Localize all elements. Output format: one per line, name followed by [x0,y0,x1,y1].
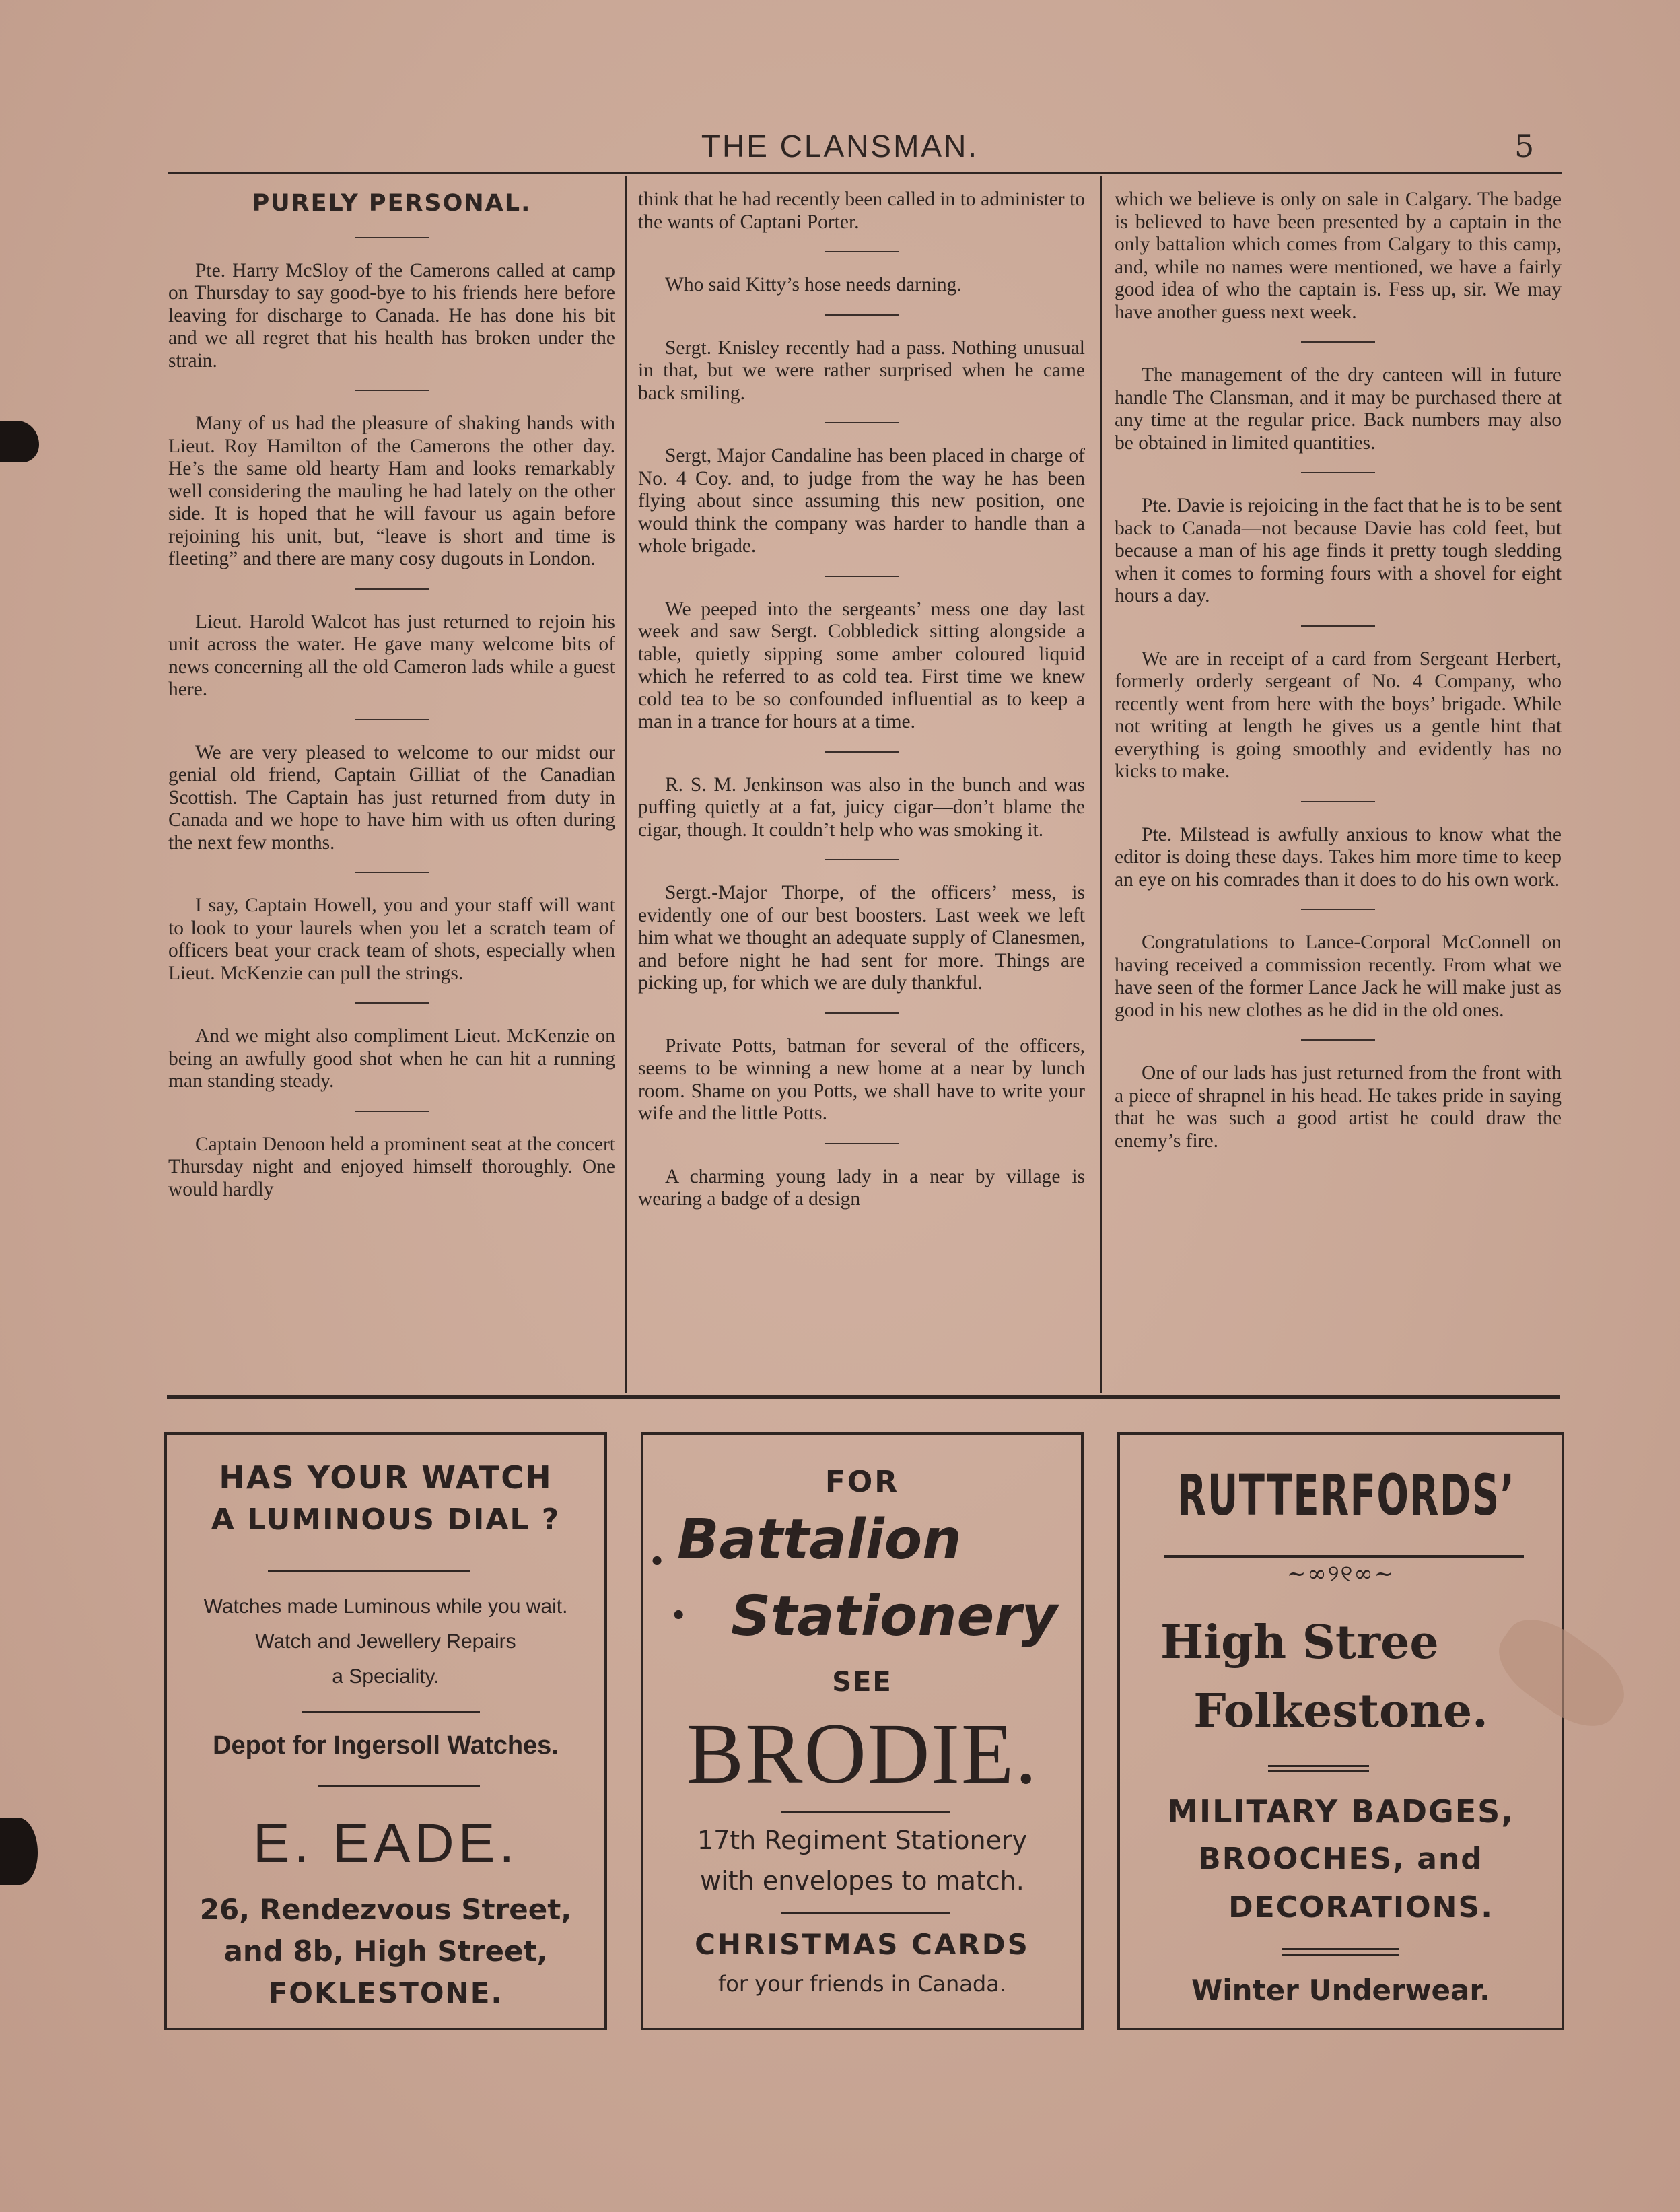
masthead-title: THE CLANSMAN. [701,129,979,164]
advert-text: 17th Regiment Stationery [697,1826,1028,1855]
paragraph: Pte. Harry McSloy of the Camerons called at camp on Thursday to say good-bye to his friends here before leaving for discharge to Canada. He has done his bit and we all regret that his health has broken under the strain. [168,259,615,372]
advert-headline: HAS YOUR WATCH [219,1459,553,1496]
header-rule [168,172,1562,174]
separator [1301,472,1375,473]
advert-text: SEE [832,1667,893,1698]
advert-dot: . [648,1520,666,1576]
advert-text: BROOCHES, and [1198,1842,1483,1876]
advert-name: BRODIE. [686,1706,1039,1801]
advert-text: Depot for Ingersoll Watches. [213,1731,559,1760]
paragraph: Lieut. Harold Walcot has just returned to rejoin his unit across the water. He gave many welcome bits of news concerning all the old Cameron lads while a guest here. [168,611,615,700]
advert-rule [268,1570,470,1572]
paper-hole [0,421,39,462]
paragraph-continued: think that he had recently been called in to administer to the wants of Captani Porter. [638,188,1085,233]
advert-eade [164,1432,607,2030]
column-rule [1100,176,1102,1393]
ads-rule [167,1395,1560,1399]
separator [355,1111,429,1112]
advert-rule [1282,1948,1399,1950]
separator [1301,341,1375,343]
separator [825,251,899,252]
advert-rule [302,1711,480,1713]
paragraph: The management of the dry canteen will in future handle The Clansman, and it may be purchased there at any time at the regular price. Back numbers may also be obtained in limited quantities. [1115,364,1562,454]
ornament-icon: ~∞୨୧∞~ [1286,1560,1395,1587]
separator [1301,909,1375,910]
paragraph: Sergt, Major Candaline has been placed in charge of No. 4 Coy. and, to judge from the way he has been flying about since assuming this new position, one would think the company was harder to handle than a whole brigade. [638,445,1085,557]
paragraph: R. S. M. Jenkinson was also in the bunch and was puffing quietly at a fat, juicy cigar—don’t blame the cigar, though. It couldn’t help who was smoking it. [638,773,1085,841]
advert-rule [1268,1765,1369,1767]
paper-hole [0,1818,38,1885]
paragraph: One of our lads has just returned from the front with a piece of shrapnel in his head. He takes pride in saying that he was such a good artist he could draw the enemy’s fire. [1115,1062,1562,1152]
article-column-1 [168,182,615,1387]
advert-rule [781,1811,950,1813]
column-rule [625,176,627,1393]
article-column-3 [1115,188,1562,1393]
paragraph: A charming young lady in a near by village is wearing a badge of a design [638,1165,1085,1210]
advert-rule [1282,1954,1399,1956]
paragraph: We are very pleased to welcome to our midst our genial old friend, Captain Gilliat of the Canadian Scottish. The Captain has just returned from duty in Canada and we hope to have him with us often during the next few months. [168,741,615,854]
separator [825,1012,899,1014]
paragraph: Congratulations to Lance-Corporal McConnell on having received a commission recently. From what we have seen of the former Lance Jack he will make just as good in his new clothes as he did in the old ones. [1115,932,1562,1021]
advert-text: Winter Underwear. [1191,1974,1491,2007]
advert-text: DECORATIONS. [1228,1890,1494,1925]
advert-headline: Folkestone. [1193,1684,1488,1738]
paragraph-continued: which we believe is only on sale in Calgary. The badge is believed to have been presented by a captain in the only battalion which comes from Calgary to this camp, and, while no names were mentioned, we have a fairly good idea of who the captain is. Fess up, sir. We may have another guess next week. [1115,188,1562,323]
advert-headline: Stationery [731,1585,1058,1649]
advert-headline: High Stree [1160,1616,1439,1669]
separator [1301,625,1375,627]
advert-text: MILITARY BADGES, [1167,1793,1514,1830]
advert-name: RUTTERFORDS’ [1177,1462,1516,1528]
advert-address: FOKLESTONE. [268,1976,503,2009]
advert-text: CHRISTMAS CARDS [695,1928,1030,1961]
separator [355,237,429,238]
paragraph: Many of us had the pleasure of shaking hands with Lieut. Roy Hamilton of the Camerons the other day. He’s the same old hearty Ham and looks remarkably well considering the mauling he had lately on the other side. It is hoped that he will favour us again before rejoining his unit, but, “leave is short and time is fleeting” and there are many cosy dugouts in London. [168,413,615,569]
separator [1301,801,1375,802]
advert-rutterfords [1117,1432,1564,2030]
separator [825,859,899,860]
advert-rule [1164,1555,1524,1558]
separator [825,314,899,316]
advert-text: Watches made Luminous while you wait. [203,1595,568,1618]
separator [825,422,899,423]
separator [825,1143,899,1144]
separator [355,588,429,590]
paragraph: Sergt. Knisley recently had a pass. Nothing unusual in that, but we were rather surprised when he came back smiling. [638,337,1085,404]
paragraph: Sergt.-Major Thorpe, of the officers’ mess, is evidently one of our best boosters. Last week we left him what we thought an adequate supply of Clanesmen, and before night he had sent for more. Things are picking up, for which we are duly thankful. [638,882,1085,994]
paragraph: Captain Denoon held a prominent seat at the concert Thursday night and enjoyed himself thoroughly. One would hardly [168,1133,615,1200]
advert-text: a Speciality. [332,1665,440,1688]
advert-text: with envelopes to match. [700,1866,1024,1896]
advert-rule [318,1785,480,1787]
separator [825,576,899,577]
advert-text: Watch and Jewellery Repairs [255,1630,516,1653]
separator [355,1002,429,1004]
advert-headline: A LUMINOUS DIAL ? [211,1502,561,1537]
article-heading: PURELY PERSONAL. [252,190,532,217]
advert-headline: Battalion [677,1508,962,1572]
separator [825,751,899,753]
advert-text: FOR [825,1465,900,1499]
paragraph: We are in receipt of a card from Sergeant Herbert, formerly orderly sergeant of No. 4 Company, who recently went from here with the boys’ brigade. While not writing at length he gives us a gentle hint that everything is going smoothly and evidently has no kicks to make. [1115,648,1562,782]
advert-brodie [641,1432,1084,2030]
paragraph: I say, Captain Howell, you and your staff will want to look to your laurels when you let a scratch team of officers beat your crack team of shots, especially when Lieut. McKenzie can pull the strings. [168,895,615,984]
advert-name: E. EADE. [252,1813,519,1874]
page-number: 5 [1514,128,1535,164]
article-column-2 [638,188,1085,1393]
separator [355,390,429,391]
advert-rule [781,1912,950,1914]
advert-address: 26, Rendezvous Street, [199,1893,572,1926]
advert-rule [1268,1770,1369,1772]
paragraph: We peeped into the sergeants’ mess one day last week and saw Sergt. Cobbledick sitting alongside a table, quietly sipping some amber coloured liquid which he referred to as cold tea. First time we knew cold tea to be so confounded influential as to keep a man in a trance for hours at a time. [638,598,1085,732]
paragraph: And we might also compliment Lieut. McKenzie on being an awfully good shot when he can hit a running man standing steady. [168,1025,615,1092]
separator [355,872,429,873]
paragraph: Private Potts, batman for several of the officers, seems to be winning a new home at a near by lunch room. Shame on you Potts, we shall have to write your wife and the little Potts. [638,1035,1085,1124]
paragraph: Pte. Davie is rejoicing in the fact that he is to be sent back to Canada—not because Davie has cold feet, but because a man of his age finds it pretty tough sledding when it comes to forming fours with a shovel for eight hours a day. [1115,495,1562,607]
advert-text: for your friends in Canada. [718,1971,1006,1997]
paragraph: Who said Kitty’s hose needs darning. [665,274,962,296]
separator [355,719,429,720]
paragraph: Pte. Milstead is awfully anxious to know what the editor is doing these days. Takes him more time to keep an eye on his comrades than it does to do his own work. [1115,823,1562,891]
advert-dot: . [670,1574,687,1630]
separator [1301,1039,1375,1041]
advert-address: and 8b, High Street, [223,1935,548,1968]
